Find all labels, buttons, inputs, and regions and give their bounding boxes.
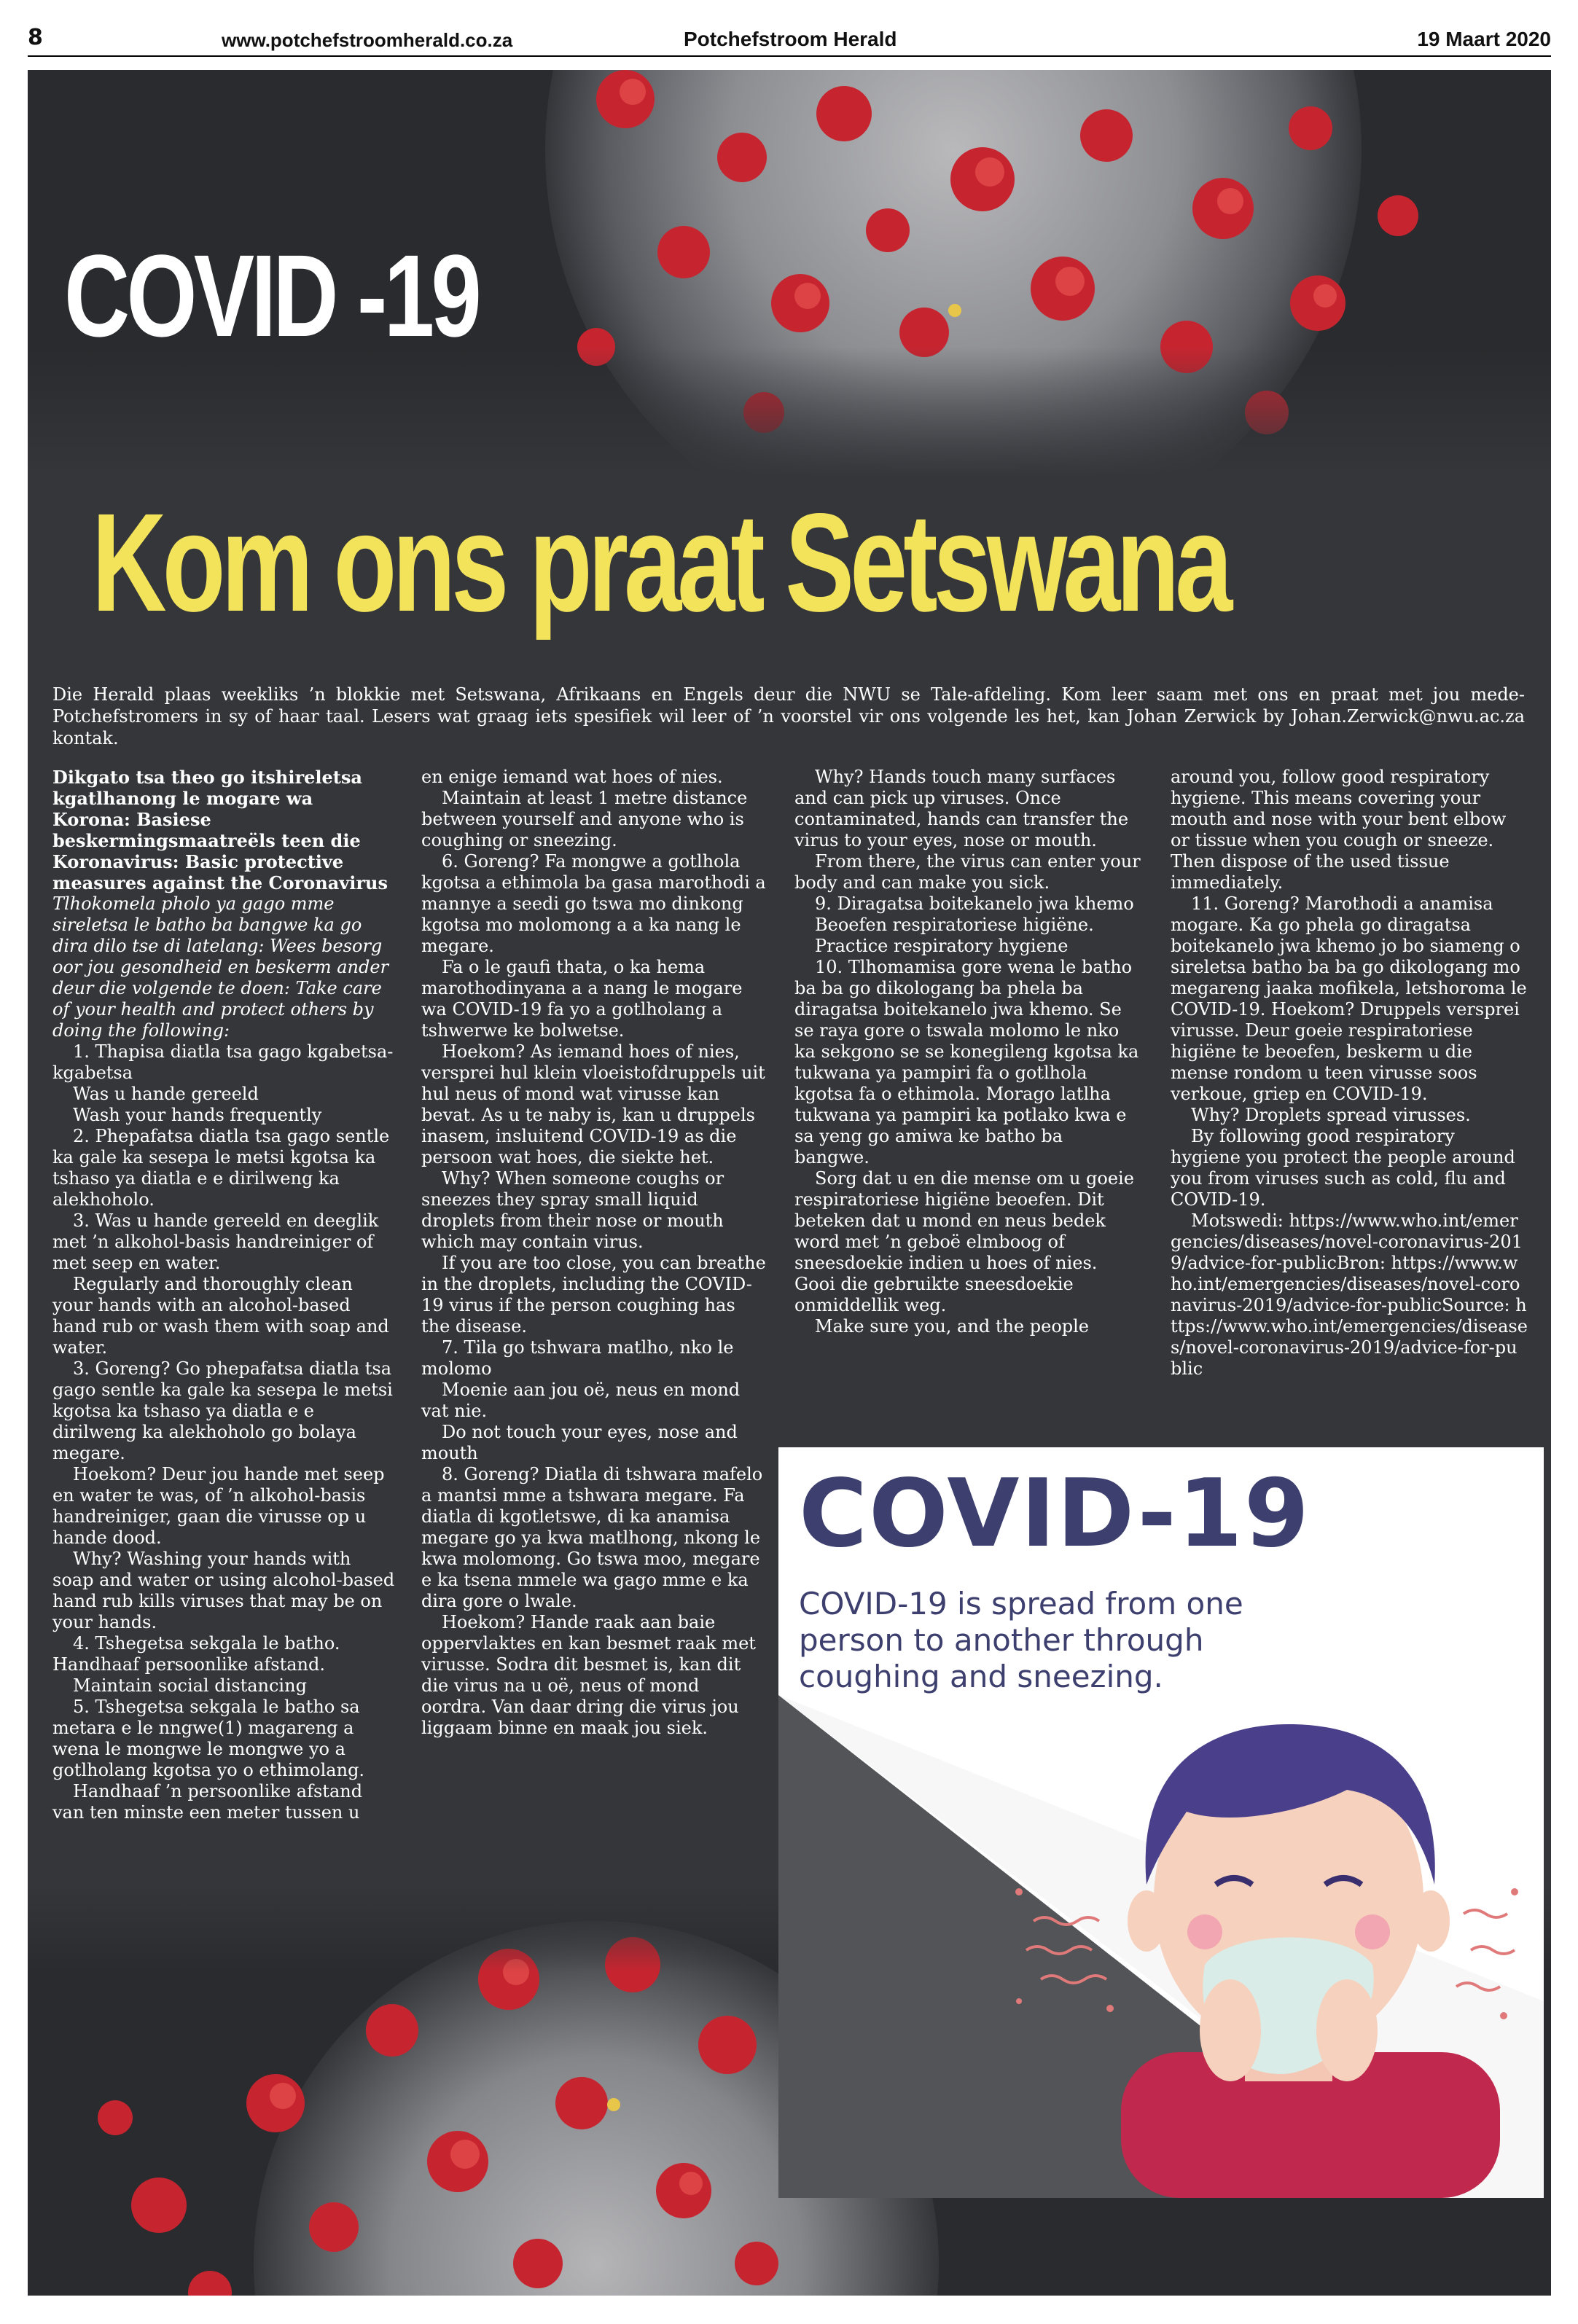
paragraph: From there, the virus can enter your body and can make you sick. xyxy=(794,851,1141,893)
paragraph: Make sure you, and the people xyxy=(815,1316,1090,1337)
page-header xyxy=(28,0,1551,57)
paragraph: Do not touch your eyes, nose and mouth xyxy=(421,1422,738,1463)
paragraph: Why? Washing your hands with soap and water or using alcohol-based hand rub kills viruses that may be on your hands. xyxy=(52,1549,395,1632)
article-column-2 xyxy=(421,767,767,1739)
paragraph: Hoekom? As iemand hoes of nies, versprei hul klein vloeistofdruppels uit hul neus of mond wat virusse kan bevat. As u te naby is, kan u druppels inasem, insluitend COVID-19 as die persoon wat hoes, die siekte het. xyxy=(421,1041,765,1167)
paragraph: 11. Goreng? Marothodi a anamisa mogare. Ka go phela go diragatsa boitekanelo jwa khemo jo bo siameng o sireletsa batho ba ba go dikologang mo megareng jaaka mofikela, letshoroma le COVID-19. Hoekom? Druppels versprei virusse. Deur goeie respiratoriese higiëne te beoefen, beskerm u die mense rondom u teen virusse soos verkoue, griep en COVID-19. xyxy=(1171,893,1527,1104)
paragraph: 9. Diragatsa boitekanelo jwa khemo xyxy=(815,893,1134,914)
paragraph: Fa o le gaufi thata, o ka hema marothodinyana a a nang le mogare wa COVID-19 fa yo a gotlholang a tshwerwe ke bolwetse. xyxy=(421,957,743,1041)
page-number: 8 xyxy=(28,25,43,50)
paragraph: 3. Was u hande gereeld en deeglik met ’n alkohol-basis handreiniger of met seep en water. xyxy=(52,1210,379,1273)
paragraph: Beoefen respiratoriese higiëne. xyxy=(815,915,1094,935)
source-citation: Motswedi: https://www.who.int/emergencies/diseases/novel-coronavirus-2019/advice-for-publicBron: https://www.who.int/emergencies/diseases/novel-coronavirus-2019/advice-for-publicSource: https://www.who.int/emergencies/diseases/novel-coronavirus-2019/advice-for-public xyxy=(1171,1210,1528,1379)
paragraph: 5. Tshegetsa sekgala le batho sa metara e le nngwe(1) magareng a wena le mongwe le mongwe yo a gotlholang kgotsa yo o ethimolang. xyxy=(52,1697,365,1780)
paragraph: Wash your hands frequently xyxy=(73,1105,322,1125)
paragraph: By following good respiratory hygiene you protect the people around you from viruses such as cold, flu and COVID-19. xyxy=(1171,1126,1515,1210)
paragraph: If you are too close, you can breathe in the droplets, including the COVID-19 virus if the person coughing has the disease. xyxy=(421,1253,766,1337)
paragraph: Maintain at least 1 metre distance between yourself and anyone who is coughing or sneezing. xyxy=(421,788,748,850)
paragraph: Hoekom? Hande raak aan baie oppervlaktes en kan besmet raak met virusse. Sodra dit besmet is, kan dit die virus na u oë, neus of mond oordra. Van daar dring die virus jou liggaam binne en maak jou siek. xyxy=(421,1612,756,1738)
paragraph: 7. Tila go tshwara matlho, nko le molomo xyxy=(421,1337,734,1379)
paragraph: Why? Droplets spread virusses. xyxy=(1191,1105,1471,1125)
paragraph: around you, follow good respiratory hygiene. This means covering your mouth and nose with your bent elbow or tissue when you cough or sneeze. Then dispose of the used tissue immediately. xyxy=(1171,767,1507,893)
paragraph: Sorg dat u en die mense om u goeie respiratoriese higiëne beoefen. Dit beteken dat u mond en neus bedek word met ’n geboë elmboog of sneesdoekie indien u hoes of nies. Gooi die gebruikte sneesdoekie onmiddellik weg. xyxy=(794,1168,1134,1315)
paragraph: Moenie aan jou oë, neus en mond vat nie. xyxy=(421,1380,741,1421)
paragraph: 8. Goreng? Diatla di tshwara mafelo a mantsi mme a tshwara megare. Fa diatla di kgotletswe, di ka anamisa megare go ya kwa matlhong, nkong le kwa molomong. Go tswa moo, megare e ka tsena mmele wa gago mme e ka dira gore o lwale. xyxy=(421,1464,763,1611)
paragraph: Why? Hands touch many surfaces and can pick up viruses. Once contaminated, hands can transfer the virus to your eyes, nose or mouth. xyxy=(794,767,1129,850)
site-url[interactable]: www.potchefstroomherald.co.za xyxy=(222,29,513,51)
article-lead: Tlhokomela pholo ya gago mme sireletsa le batho ba bangwe ka go dira dilo tse di latelang: Wees besorg oor jou gesondheid en beskerm ander deur die volgende te doen: Take care of your health and protect others by doing the following: xyxy=(52,893,389,1041)
article-heading: Dikgato tsa theo go itshireletsa kgatlhanong le mogare wa Korona: Basiese beskermingsmaatreëls teen die Koronavirus: Basic protective measures against the Coronavirus xyxy=(52,767,388,893)
paragraph: 4. Tshegetsa sekgala le batho. Handhaaf persoonlike afstand. xyxy=(52,1633,340,1675)
intro-paragraph: Die Herald plaas weekliks ’n blokkie met Setswana, Afrikaans en Engels deur die NWU se Tale-afdeling. Kom leer saam met ons en praat met jou mede-Potchefstromers in sy of haar taal. Lesers wat graag iets spesifiek wil leer of ’n voorstel vir ons volgende les het, kan Johan Zerwick by Johan.Zerwick@nwu.ac.za kontak. xyxy=(52,684,1525,748)
infographic-title: COVID-19 xyxy=(799,1460,1311,1568)
infographic-subtitle: COVID-19 is spread from one person to another through coughing and sneezing. xyxy=(799,1586,1243,1694)
paragraph: Handhaaf ’n persoonlike afstand van ten minste een meter tussen u xyxy=(52,1781,363,1823)
issue-date: 19 Maart 2020 xyxy=(1417,28,1551,50)
feature-panel xyxy=(28,70,1551,2296)
paragraph: 3. Goreng? Go phepafatsa diatla tsa gago sentle ka gale ka sesepa le metsi kgotsa ka tshaso ya diatla e e dirilweng ka alekhoholo go bolaya megare. xyxy=(52,1358,393,1463)
covid-infographic xyxy=(778,1447,1544,2198)
headline: Kom ons praat Setswana xyxy=(92,484,1229,641)
paragraph: 6. Goreng? Fa mongwe a gotlhola kgotsa a ethimola ba gasa marothodi a mannye a seedi go tswa mo dinkong kgotsa mo molomong a a ka nang le megare. xyxy=(421,851,766,956)
paragraph: en enige iemand wat hoes of nies. xyxy=(421,767,723,787)
article-column-3 xyxy=(794,767,1141,1337)
article-column-4 xyxy=(1171,767,1528,1380)
paragraph: Hoekom? Deur jou hande met seep en water te was, of ’n alkohol-basis handreiniger, gaan die virusse op u hande dood. xyxy=(52,1464,385,1548)
paragraph: Why? When someone coughs or sneezes they spray small liquid droplets from their nose or mouth which may contain virus. xyxy=(421,1168,724,1252)
paragraph: Maintain social distancing xyxy=(73,1675,307,1696)
article-column-1 xyxy=(52,767,395,1823)
paragraph: 10. Tlhomamisa gore wena le batho ba ba go dikologang ba phela ba diragatsa boitekanelo jwa khemo. Se se raya gore o tswala molomo le nko ka sekgono se se konegileng kgotsa ka tukwana ya pampiri fa o gotlhola kgotsa fa o ethimola. Morago latlha tukwana ya pampiri ka potlako kwa e sa yeng go amiwa ke batho ba bangwe. xyxy=(794,957,1139,1167)
paragraph: 2. Phepafatsa diatla tsa gago sentle ka gale ka sesepa le metsi kgotsa ka tshaso ya diatla e e dirilweng ka alekhoholo. xyxy=(52,1126,390,1210)
paragraph: Was u hande gereeld xyxy=(73,1084,259,1104)
paragraph: 1. Thapisa diatla tsa gago kgabetsa-kgabetsa xyxy=(52,1041,394,1083)
publication-name: Potchefstroom Herald xyxy=(684,28,897,50)
paragraph: Practice respiratory hygiene xyxy=(815,936,1069,956)
banner-title: COVID -19 xyxy=(64,230,479,361)
paragraph: Regularly and thoroughly clean your hands with an alcohol-based hand rub or wash them with soap and water. xyxy=(52,1274,389,1358)
sneezing-person-illustration xyxy=(778,1447,1544,2198)
